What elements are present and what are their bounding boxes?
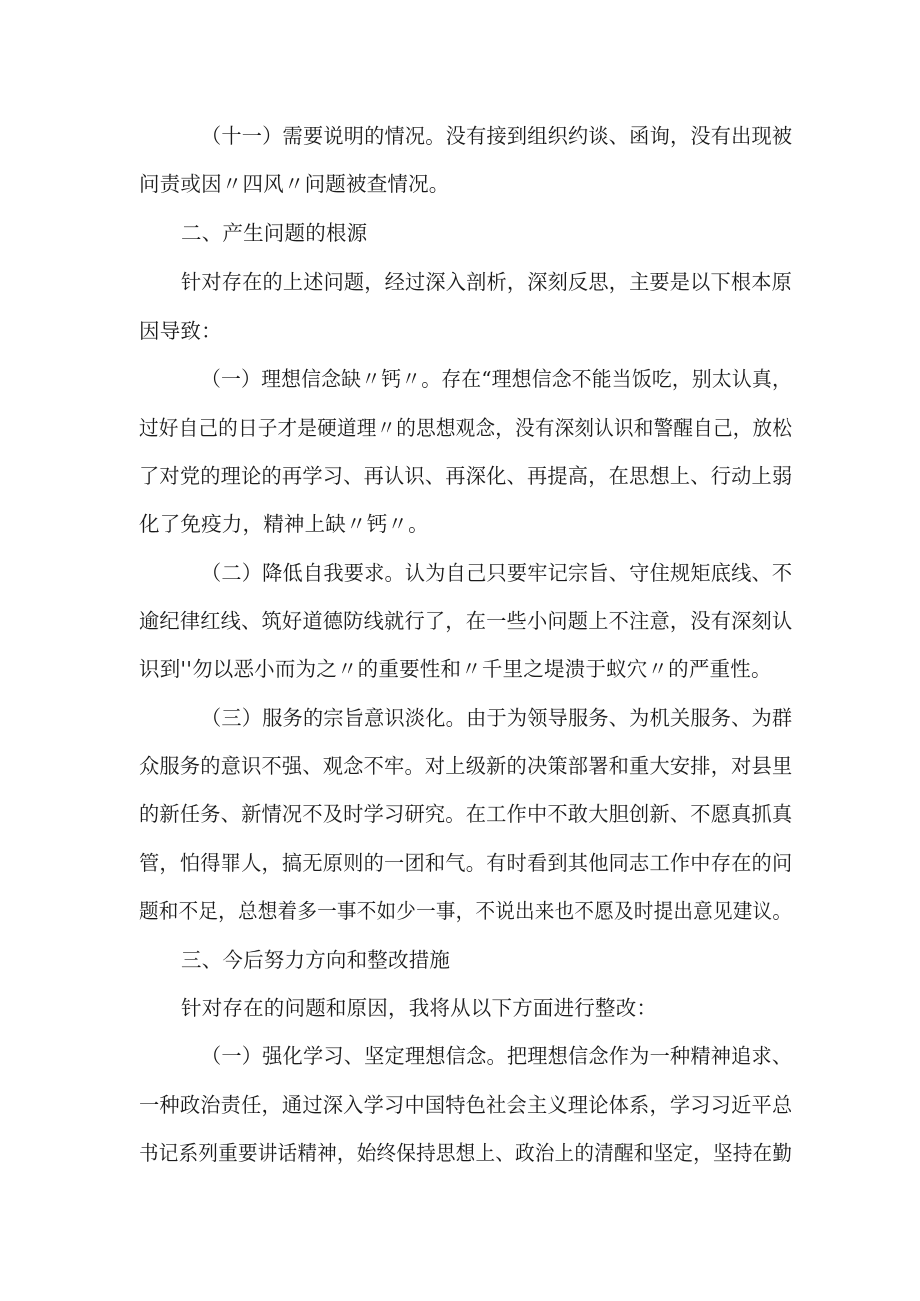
paragraph-line: 一种政治责任，通过深入学习中国特色社会主义理论体系，学习习近平总: [139, 1093, 793, 1117]
section-heading: 三、今后努力方向和整改措施: [181, 948, 451, 972]
paragraph-line: （三）服务的宗旨意识淡化。由于为领导服务、为机关服务、为群: [201, 706, 793, 730]
paragraph-line: 因导致：: [139, 319, 222, 343]
paragraph-line: （一）理想信念缺〃钙〃。存在“理想信念不能当饭吃，别太认真，: [201, 367, 793, 391]
paragraph-line: 问责或因〃四风〃问题被查情况。: [139, 172, 450, 196]
paragraph-line: 逾纪律红线、筑好道德防线就行了，在一些小问题上不注意，没有深刻认: [139, 609, 793, 633]
paragraph-line: 针对存在的上述问题，经过深入剖析，深刻反思，主要是以下根本原: [181, 270, 793, 294]
paragraph-line: 针对存在的问题和原因，我将从以下方面进行整改：: [181, 996, 658, 1020]
paragraph-line: 的新任务、新情况不及时学习研究。在工作中不敢大胆创新、不愿真抓真: [139, 802, 793, 826]
paragraph-line: 众服务的意识不强、观念不牢。对上级新的决策部署和重大安排，对县里: [139, 754, 793, 778]
paragraph-line: 书记系列重要讲话精神，始终保持思想上、政治上的清醒和坚定，坚持在勤: [139, 1141, 793, 1165]
paragraph-line: 管，怕得罪人，搞无原则的一团和气。有时看到其他同志工作中存在的问: [139, 851, 793, 875]
paragraph-line: 识到''勿以恶小而为之〃的重要性和〃千里之堤溃于蚁穴〃的严重性。: [139, 657, 772, 681]
paragraph-line: 过好自己的日子才是硬道理〃的思想观念，没有深刻认识和警醒自己，放松: [139, 416, 793, 440]
paragraph-line: （二）降低自我要求。认为自己只要牢记宗旨、守住规矩底线、不: [201, 561, 793, 585]
paragraph-line: 了对党的理论的再学习、再认识、再深化、再提高，在思想上、行动上弱: [139, 464, 793, 488]
section-heading: 二、产生问题的根源: [181, 221, 368, 245]
paragraph-line: 题和不足，总想着多一事不如少一事，不说出来也不愿及时提出意见建议。: [139, 899, 793, 923]
paragraph-line: （十一）需要说明的情况。没有接到组织约谈、函询，没有出现被: [201, 124, 793, 148]
paragraph-line: 化了免疫力，精神上缺〃钙〃。: [139, 512, 429, 536]
paragraph-line: （一）强化学习、坚定理想信念。把理想信念作为一种精神追求、: [201, 1044, 793, 1068]
